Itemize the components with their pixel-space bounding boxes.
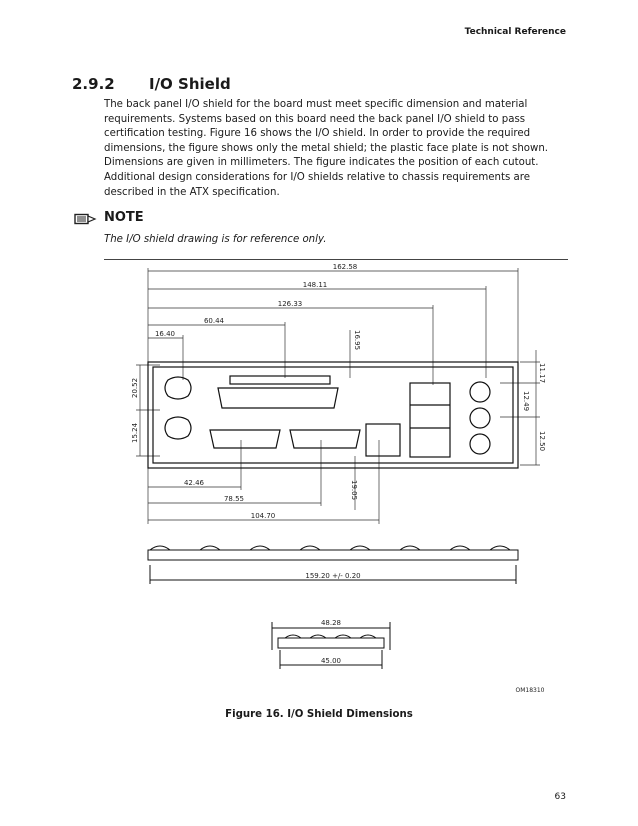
side-view-outline [148, 550, 518, 560]
running-header: Technical Reference [464, 27, 566, 37]
section-body: The back panel I/O shield for the board must meet specific dimension and material requirements. Systems based on this board need the back panel I/O shield to pass certification testing. Figure 16 shows the I/O shield. In order to provide the required dimensions, the figure shows only the metal shield; the plastic face plate is not shown. Dimensions are given in millimeters. The figure indicates the position of each cutout. Additional design considerations for I/O shields relative to chassis requirements are described in the ATX specification. [104, 99, 549, 198]
dim-label: 15.24 [131, 422, 139, 444]
section-title: I/O Shield [149, 75, 231, 93]
dim-label: 16.95 [353, 330, 361, 351]
figure-caption: Figure 16. I/O Shield Dimensions [225, 709, 413, 720]
dim-label: 11.17 [538, 362, 546, 384]
lan-port-cutout [366, 424, 400, 456]
drawing-id: OM18310 [515, 687, 545, 694]
dim-label: 78.55 [223, 495, 245, 503]
note-label: NOTE [104, 210, 144, 225]
dim-label: 19.05 [350, 480, 358, 501]
dim-label: 148.11 [302, 281, 328, 289]
dim-label: 104.70 [250, 512, 276, 520]
note-text: The I/O shield drawing is for reference only. [104, 234, 327, 245]
dim-label: 48.28 [320, 619, 342, 627]
dim-label: 162.58 [332, 263, 358, 271]
dim-label: 20.52 [131, 377, 139, 399]
page-number: 63 [554, 792, 566, 802]
dim-label: 60.44 [203, 317, 225, 325]
dim-label: 45.00 [320, 657, 342, 665]
dim-label: 42.46 [183, 479, 205, 487]
section-number: 2.9.2 [72, 75, 115, 93]
dim-label: 12.49 [522, 390, 530, 412]
end-view-outline [278, 638, 384, 648]
dim-label: 12.50 [538, 430, 546, 452]
shield-outline [148, 362, 518, 468]
dim-label: 126.33 [277, 300, 303, 308]
dim-label: 159.20 +/- 0.20 [305, 572, 361, 580]
dim-label: 16.40 [154, 330, 176, 338]
